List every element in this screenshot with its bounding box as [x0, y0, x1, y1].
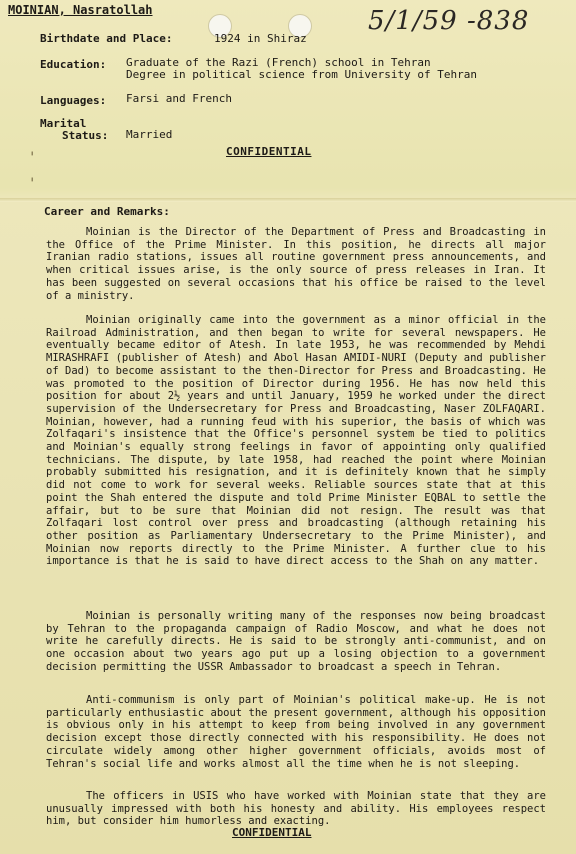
marital-value: Married [126, 128, 173, 141]
languages-label: Languages: [40, 94, 107, 107]
confidential-stamp-top: CONFIDENTIAL [226, 145, 312, 158]
birth-value: 1924 in Shiraz [214, 32, 307, 45]
paper-fold-line [0, 198, 576, 202]
career-section-label: Career and Remarks: [44, 205, 170, 218]
paragraph-2: Moinian originally came into the government as a minor official in the Railroad Administration, and then began to write for several newspapers. He eventually became editor of Atesh. In late 1953, he was recommended by Mehdi MIRASHRAFI (publisher of Atesh) and Abol Hasan AMIDI-NURI (Deputy and publisher of Dad) to become assistant to the then-Director for Press and Broadcasting. He was promoted to the position of Director during 1956. He has now held this position for about 2½ years and until January, 1959 he worked under the direct supervision of the Undersecretary for Press and Broadcasting, Naser ZOLFAQARI. Moinian, however, had a running feud with his superior, the basis of which was Zolfaqari's insistence that the Office's personnel system be tied to politics and Moinian's equally strong feelings in favor of appointing only qualified technicians. The dispute, by late 1958, had reached the point where Moinian probably submitted his resignation, and it is definitely known that he simply did not come to work for several weeks. Reliable sources state that at this point the Shah entered the dispute and told Prime Minister EQBAL to settle the affair, but to be sure that Moinian did not resign. The result was that Zolfaqari lost control over press and broadcasting (although retaining his other position as Parliamentary Undersecretary to the Prime Minister), and Moinian now reports directly to the Prime Minister. A further clue to his importance is that he is said to have direct access to the Shah on any matter. [46, 314, 546, 568]
subject-name: MOINIAN, Nasratollah [8, 3, 153, 17]
education-label: Education: [40, 58, 107, 71]
marital-label-line-1: Marital [40, 117, 87, 130]
margin-tick: ' [28, 150, 37, 166]
education-line-2: Degree in political science from University of Tehran [126, 68, 477, 81]
margin-tick: ' [28, 176, 37, 192]
paragraph-5: The officers in USIS who have worked with Moinian state that they are unusually impressed with both his honesty and ability. His employees respect him, but consider him humorless and exacting. [46, 790, 546, 828]
paragraph-3: Moinian is personally writing many of the responses now being broadcast by Tehran to the propaganda campaign of Radio Moscow, and what he does not write he carefully directs. He is said to be strongly anti-communist, and on one occasion about two years ago put up a losing objection to a government decision permitting the USSR Ambassador to broadcast a speech in Tehran. [46, 610, 546, 673]
languages-value: Farsi and French [126, 92, 232, 105]
paragraph-4: Anti-communism is only part of Moinian's political make-up. He is not particularly enthusiastic about the present government, although his opposition is obvious only in his attempt to keep from being involved in any government decision except those directly connected with his responsibility. He does not circulate widely among other higher government officials, avoids most of Tehran's social life and works almost all the time when he is not sleeping. [46, 694, 546, 770]
education-line-1: Graduate of the Razi (French) school in Tehran [126, 56, 431, 69]
paragraph-1: Moinian is the Director of the Department of Press and Broadcasting in the Office of the Prime Minister. In this position, he directs all major Iranian radio stations, issues all routine government press announcements, and when critical issues arise, is the only source of press releases in Iran. It has been suggested on several occasions that his office be raised to the level of a ministry. [46, 226, 546, 302]
handwritten-date-note: 5/1/59 -838 [368, 6, 530, 36]
confidential-stamp-bottom: CONFIDENTIAL [232, 826, 312, 839]
marital-label-line-2: Status: [62, 129, 109, 142]
birth-label: Birthdate and Place: [40, 32, 173, 45]
